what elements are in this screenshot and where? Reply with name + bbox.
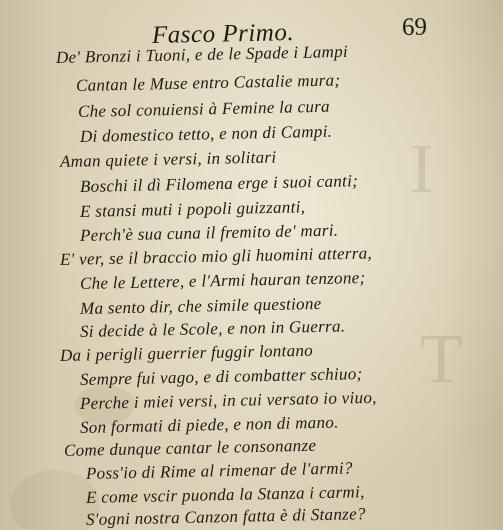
show-through-mark: I (410, 131, 434, 208)
poem-line: Son formati di piede, e non di mano. (79, 412, 339, 437)
poem-line: Sempre fui vago, e di combatter schiuo; (79, 364, 363, 389)
poem-line: Poss'io di Rime al rimenar de l'armi? (85, 458, 353, 483)
poem-line: E come vscir puonda la Stanza i carmi, (85, 482, 365, 507)
poem-line: Da i perigli guerrier fuggir lontano (59, 340, 314, 365)
poem-line: Perche i miei versi, in cui versato io viuo, (79, 387, 377, 413)
show-through-mark: T (420, 321, 463, 398)
poem-line: S'ogni nostra Canzon fatta è di Stanze? (85, 504, 366, 529)
poem-line: Ma sento dir, che simile questione (79, 293, 322, 318)
poem-line: Boschi il dì Filomena erge i suoi canti; (79, 171, 359, 196)
poem-line: Che sol conuiensi à Femine la cura (77, 96, 331, 121)
poem-line: Di domestico tetto, e non di Campi. (79, 121, 333, 146)
page-number: 69 (401, 13, 428, 41)
poem-line: Perch'è sua cuna il fremito de' mari. (79, 220, 339, 245)
poem-line: De' Bronzi i Tuoni, e de le Spade i Lampi (55, 41, 349, 67)
poem-line: E stansi muti i popoli guizzanti, (79, 197, 306, 221)
poem-line: Si decide à le Scole, e non in Guerra. (79, 316, 346, 341)
poem-line: E' ver, se il braccio mio gli huomini atterra, (59, 243, 373, 269)
poem-line: Aman quiete i versi, in solitari (59, 147, 277, 171)
poem-line: Cantan le Muse entro Castalie mura; (75, 70, 341, 95)
running-title: Fasco Primo. (151, 19, 295, 49)
poem-line: Come dunque cantar le consonanze (63, 435, 317, 460)
poem-line: Che le Lettere, e l'Armi hauran tenzone; (79, 268, 366, 293)
